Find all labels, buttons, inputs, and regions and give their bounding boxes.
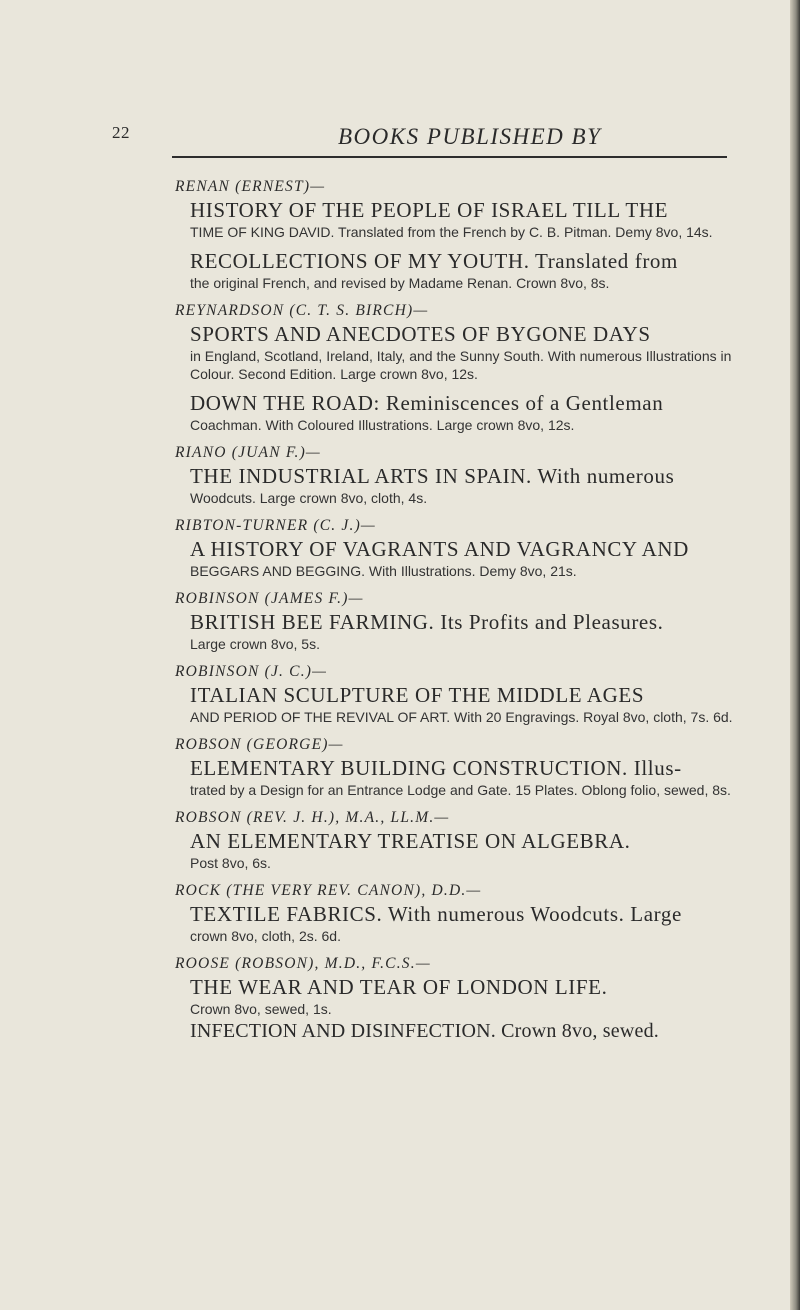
book-title: ELEMENTARY BUILDING CONSTRUCTION. Illus- [190, 756, 682, 780]
catalogue-entry [175, 735, 750, 799]
book-description: trated by a Design for an Entrance Lodge and Gate. 15 Plates. Oblong folio, sewed, 8s. [190, 782, 731, 798]
book-description: TIME OF KING DAVID. Translated from the French by C. B. Pitman. Demy 8vo, 14s. [190, 224, 713, 240]
catalogue-entry [175, 589, 750, 653]
book-listing [190, 611, 750, 653]
catalogue-list [175, 177, 750, 1043]
book-description: in England, Scotland, Ireland, Italy, and the Sunny South. With numerous Illustrations in Colour. Second Edition. Large crown 8vo, 12s. [190, 348, 732, 382]
catalogue-entry [175, 808, 750, 872]
book-listing [190, 250, 750, 292]
author-heading: ROBSON (REV. J. H.), M.A., LL.M.— [175, 809, 450, 826]
book-description: Woodcuts. Large crown 8vo, cloth, 4s. [190, 490, 428, 506]
book-listing [190, 976, 750, 1018]
author-heading: ROBSON (GEORGE)— [175, 736, 344, 753]
running-head: BOOKS PUBLISHED BY [338, 124, 602, 149]
book-description: BEGGARS AND BEGGING. With Illustrations. Demy 8vo, 21s. [190, 563, 577, 579]
author-heading: ROBINSON (JAMES F.)— [175, 590, 364, 607]
author-heading: ROOSE (ROBSON), M.D., F.C.S.— [175, 955, 431, 972]
book-title: THE WEAR AND TEAR OF LONDON LIFE. [190, 975, 608, 999]
book-title: ITALIAN SCULPTURE OF THE MIDDLE AGES [190, 683, 645, 707]
author-heading: ROCK (THE VERY REV. CANON), D.D.— [175, 882, 482, 899]
book-listing [190, 684, 750, 726]
book-title: SPORTS AND ANECDOTES OF BYGONE DAYS [190, 322, 651, 346]
page-number: 22 [112, 123, 130, 142]
book-title: BRITISH BEE FARMING. Its Profits and Pleasures. [190, 610, 664, 634]
book-listing [190, 538, 750, 580]
book-listing [190, 757, 750, 799]
book-description: Large crown 8vo, 5s. [190, 636, 320, 652]
author-heading: REYNARDSON (C. T. S. BIRCH)— [175, 302, 429, 319]
book-title: TEXTILE FABRICS. With numerous Woodcuts. Large [190, 902, 682, 926]
catalogue-entry [175, 443, 750, 507]
book-title: AN ELEMENTARY TREATISE ON ALGEBRA. [190, 829, 631, 853]
catalogue-entry [175, 954, 750, 1043]
book-listing [190, 392, 750, 434]
book-description: Post 8vo, 6s. [190, 855, 271, 871]
catalogue-entry [175, 516, 750, 580]
catalogue-entry [175, 177, 750, 292]
book-title-final: INFECTION AND DISINFECTION. Crown 8vo, sewed. [190, 1020, 659, 1042]
book-listing [190, 199, 750, 241]
book-title: HISTORY OF THE PEOPLE OF ISRAEL TILL THE [190, 198, 669, 222]
book-description: the original French, and revised by Madame Renan. Crown 8vo, 8s. [190, 275, 610, 291]
author-heading: ROBINSON (J. C.)— [175, 663, 328, 680]
catalogue-entry [175, 301, 750, 434]
catalogue-entry [175, 662, 750, 726]
book-listing [190, 465, 750, 507]
book-listing [190, 830, 750, 872]
header-rule [172, 156, 727, 158]
book-title: A HISTORY OF VAGRANTS AND VAGRANCY AND [190, 537, 689, 561]
book-title: RECOLLECTIONS OF MY YOUTH. Translated from [190, 249, 678, 273]
book-description: Crown 8vo, sewed, 1s. [190, 1001, 332, 1017]
catalogue-entry [175, 881, 750, 945]
book-listing [190, 323, 750, 383]
book-listing [190, 903, 750, 945]
author-heading: RIBTON-TURNER (C. J.)— [175, 517, 376, 534]
book-description: crown 8vo, cloth, 2s. 6d. [190, 928, 341, 944]
book-title: THE INDUSTRIAL ARTS IN SPAIN. With numerous [190, 464, 675, 488]
author-heading: RIANO (JUAN F.)— [175, 444, 321, 461]
book-title: DOWN THE ROAD: Reminiscences of a Gentleman [190, 391, 664, 415]
author-heading: RENAN (ERNEST)— [175, 178, 326, 195]
book-description: AND PERIOD OF THE REVIVAL OF ART. With 20 Engravings. Royal 8vo, cloth, 7s. 6d. [190, 709, 733, 725]
page-edge-shadow [790, 0, 800, 1310]
book-description: Coachman. With Coloured Illustrations. Large crown 8vo, 12s. [190, 417, 575, 433]
